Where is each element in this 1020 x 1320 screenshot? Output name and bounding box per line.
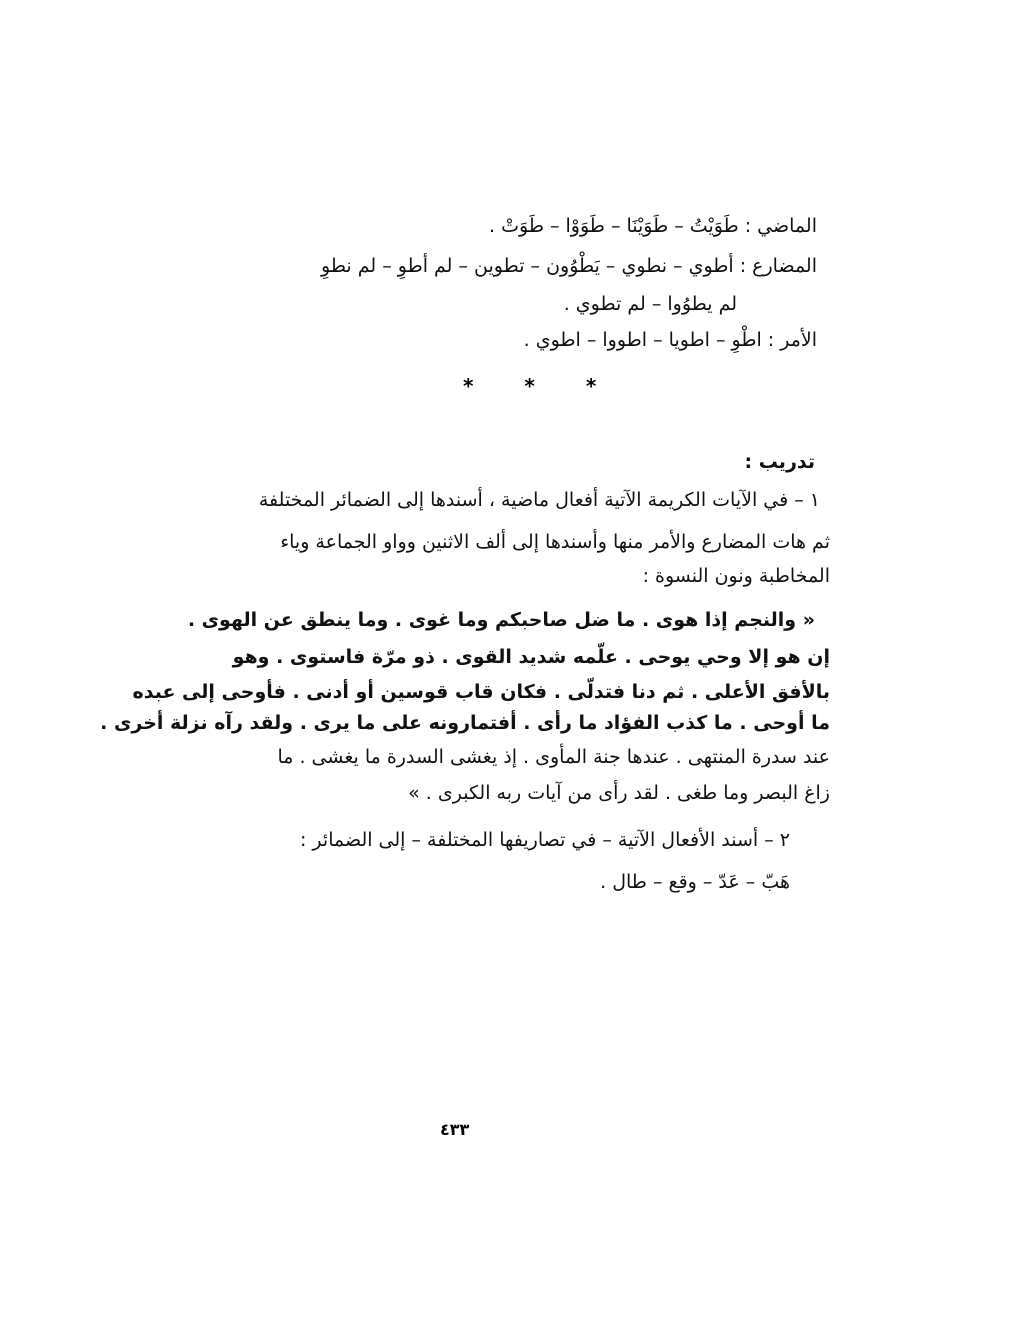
exercise-1-line-2: ثم هات المضارع والأمر منها وأسندها إلى ألف الاثنين وواو الجماعة وياء — [280, 531, 830, 553]
present-tense-line-2: لم يطوُوا – لم تطوي . — [563, 293, 737, 315]
past-tense-line: الماضي : طَوَيْتُ – طَوَيْنَا – طَوَوْا – طَوَتْ . — [489, 215, 817, 237]
exercise-1-line-3: المخاطبة ونون النسوة : — [642, 565, 830, 587]
quote-line-5: عند سدرة المنتهى . عندها جنة المأوى . إذ يغشى السدرة ما يغشى . ما — [277, 746, 830, 768]
exercise-2-line-2: هَبّ – عَدّ – وقع – طال . — [600, 871, 790, 893]
imperative-line: الأمر : اطْوِ – اطويا – اطووا – اطوي . — [523, 329, 817, 351]
quote-line-3: بالأفق الأعلى . ثم دنا فتدلّى . فكان قاب قوسين أو أدنى . فأوحى إلى عبده — [132, 681, 830, 703]
present-tense-line-1: المضارع : أطوي – نطوي – يَطْوُون – تطوين – لم أطوِ – لم نطوِ — [321, 255, 817, 277]
page-number: ٤٣٣ — [440, 1120, 470, 1139]
quote-line-1: « والنجم إذا هوى . ما ضل صاحبكم وما غوى . وما ينطق عن الهوى . — [187, 609, 815, 631]
exercise-2-line-1: ٢ – أسند الأفعال الآتية – في تصاريفها المختلفة – إلى الضمائر : — [299, 829, 790, 851]
quote-line-6: زاغ البصر وما طغى . لقد رأى من آيات ربه الكبرى . » — [408, 782, 830, 804]
quote-line-4: ما أوحى . ما كذب الفؤاد ما رأى . أفتمارونه على ما يرى . ولقد رآه نزلة أخرى . — [100, 712, 830, 734]
section-separator: * * * — [463, 374, 619, 398]
quote-line-2: إن هو إلا وحي يوحى . علّمه شديد القوى . ذو مرّة فاستوى . وهو — [232, 646, 830, 668]
exercise-heading: تدريب : — [744, 451, 815, 473]
exercise-1-line-1: ١ – في الآيات الكريمة الآتية أفعال ماضية ، أسندها إلى الضمائر المختلفة — [258, 489, 820, 511]
